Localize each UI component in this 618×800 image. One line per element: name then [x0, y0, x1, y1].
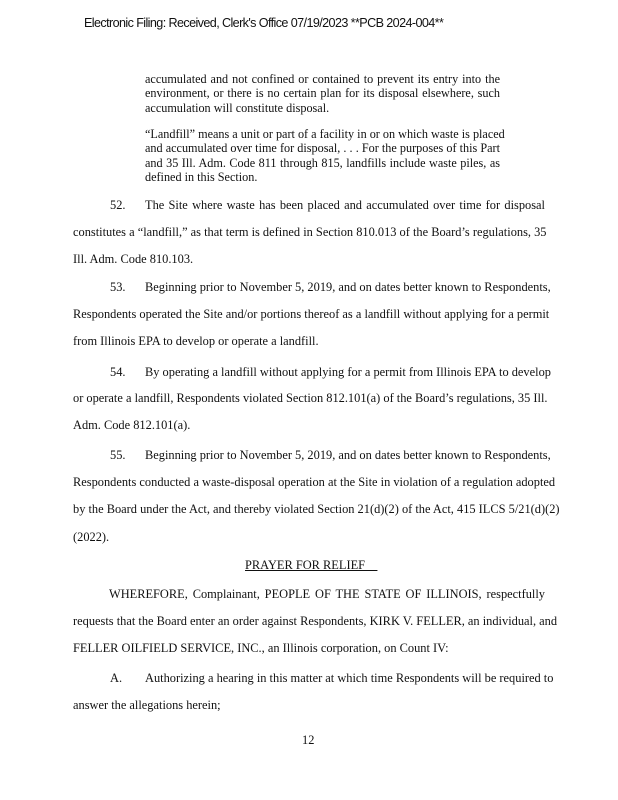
quote-line: and 35 Ill. Adm. Code 811 through 815, landfills include waste piles, as	[145, 156, 500, 170]
paragraph-number: 53.	[110, 280, 126, 294]
item-label: A.	[110, 671, 123, 685]
paragraph-line: by the Board under the Act, and thereby violated Section 21(d)(2) of the Act, 415 ILCS 5/21(d)(2)	[73, 502, 560, 516]
paragraph-line: Respondents operated the Site and/or portions thereof as a landfill without applying for a permit	[73, 307, 550, 321]
page-number: 12	[302, 733, 315, 747]
paragraph-line: Beginning prior to November 5, 2019, and on dates better known to Respondents,	[145, 448, 551, 462]
filing-header: Electronic Filing: Received, Clerk's Office 07/19/2023 **PCB 2024-004**	[84, 16, 444, 30]
paragraph-line: or operate a landfill, Respondents violated Section 812.101(a) of the Board’s regulations, 35 Ill.	[73, 391, 548, 405]
paragraph-line: WHEREFORE, Complainant, PEOPLE OF THE STATE OF ILLINOIS, respectfully	[109, 587, 545, 601]
quote-line: accumulation will constitute disposal.	[145, 101, 330, 115]
paragraph-number: 52.	[110, 198, 126, 212]
paragraph-line: requests that the Board enter an order against Respondents, KIRK V. FELLER, an individual, and	[73, 614, 558, 628]
paragraph-line: Adm. Code 812.101(a).	[73, 418, 191, 432]
paragraph-line: The Site where waste has been placed and accumulated over time for disposal	[145, 198, 545, 212]
paragraph-line: FELLER OILFIELD SERVICE, INC., an Illinois corporation, on Count IV:	[73, 641, 449, 655]
paragraph-line: from Illinois EPA to develop or operate a landfill.	[73, 334, 319, 348]
paragraph-number: 54.	[110, 365, 126, 379]
quote-line: environment, or there is no certain plan for its disposal elsewhere, such	[145, 86, 500, 100]
paragraph-line: constitutes a “landfill,” as that term is defined in Section 810.013 of the Board’s regulations, 35	[73, 225, 547, 239]
paragraph-line: Ill. Adm. Code 810.103.	[73, 252, 194, 266]
paragraph-line: Respondents conducted a waste-disposal operation at the Site in violation of a regulation adopted	[73, 475, 556, 489]
quote-line: defined in this Section.	[145, 170, 258, 184]
paragraph-line: By operating a landfill without applying for a permit from Illinois EPA to develop	[145, 365, 551, 379]
paragraph-line: Authorizing a hearing in this matter at which time Respondents will be required to	[145, 671, 554, 685]
paragraph-line: (2022).	[73, 530, 110, 544]
quote-line: accumulated and not confined or contained to prevent its entry into the	[145, 72, 500, 86]
paragraph-number: 55.	[110, 448, 126, 462]
quote-line: “Landfill” means a unit or part of a facility in or on which waste is placed	[145, 127, 505, 141]
section-heading: PRAYER FOR RELIEF	[245, 558, 378, 572]
paragraph-line: Beginning prior to November 5, 2019, and on dates better known to Respondents,	[145, 280, 551, 294]
quote-line: and accumulated over time for disposal, . . . For the purposes of this Part	[145, 141, 500, 155]
paragraph-line: answer the allegations herein;	[73, 698, 221, 712]
